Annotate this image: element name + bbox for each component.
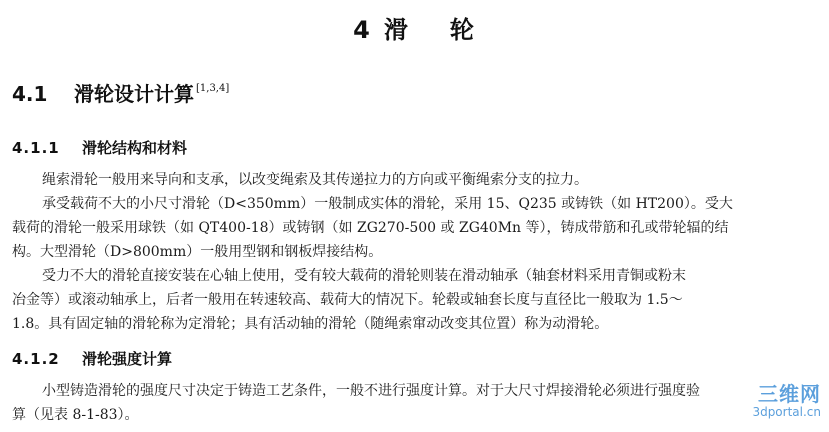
watermark-logo: [752, 383, 821, 419]
paragraph-line: 承受载荷不大的小尺寸滑轮（D<350mm）一般制成实体的滑轮，采用 15、Q235 或铸铁（如 HT200）。受大: [42, 196, 733, 212]
watermark-text: 三维网: [758, 382, 821, 406]
chapter-title-char-2: 轮: [449, 16, 476, 44]
subsection-title: 滑轮结构和材料: [82, 139, 188, 157]
subsection-number: 4.1.2: [12, 350, 60, 368]
paragraph-line: 载荷的滑轮一般采用球铁（如 QT400-18）或铸钢（如 ZG270-500 或 ZG40Mn 等），铸成带筋和孔或带轮辐的结: [12, 220, 729, 236]
section-references: [1,3,4]: [196, 83, 230, 94]
section-title: 滑轮设计计算: [74, 82, 194, 106]
paragraph-line: 冶金等）或滚动轴承上，后者一般用在转速较高、载荷大的情况下。轮毂或轴套长度与直径比一般取为 1.5～: [12, 292, 683, 308]
watermark-url: 3dportal.cn: [752, 405, 821, 419]
paragraph-line: 算（见表 8-1-83）。: [12, 407, 139, 423]
section-heading: [12, 78, 229, 107]
chapter-title: [0, 10, 829, 45]
paragraph-line: 1.8。具有固定轴的滑轮称为定滑轮；具有活动轴的滑轮（随绳索窜动改变其位置）称为动滑轮。: [12, 316, 609, 332]
subsection-title: 滑轮强度计算: [82, 350, 173, 368]
subsection-heading-structure: [12, 137, 187, 158]
paragraph-line: 受力不大的滑轮直接安装在心轴上使用，受有较大载荷的滑轮则装在滑动轴承（轴套材料采用青铜或粉末: [42, 268, 686, 284]
subsection-number: 4.1.1: [12, 139, 60, 157]
paragraph-line: 构。大型滑轮（D>800mm）一般用型钢和钢板焊接结构。: [12, 244, 383, 260]
section-number: 4.1: [12, 82, 48, 106]
subsection-heading-strength: [12, 348, 172, 369]
chapter-title-char-1: 滑: [383, 16, 410, 44]
paragraph-line: 绳索滑轮一般用来导向和支承，以改变绳索及其传递拉力的方向或平衡绳索分支的拉力。: [42, 172, 588, 188]
paragraph-line: 小型铸造滑轮的强度尺寸决定于铸造工艺条件，一般不进行强度计算。对于大尺寸焊接滑轮必须进行强度验: [42, 383, 700, 399]
chapter-number: 4: [353, 16, 372, 44]
